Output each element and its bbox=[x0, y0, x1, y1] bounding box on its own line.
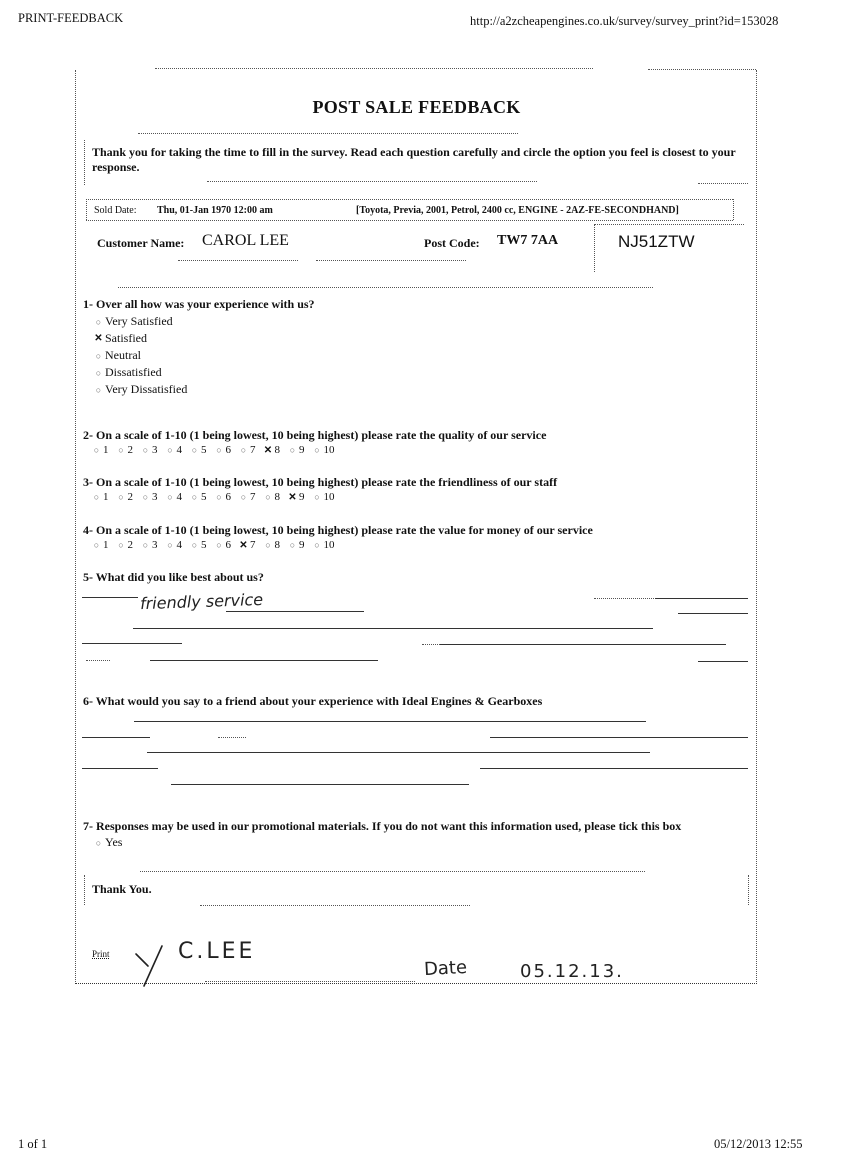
q3-option-10[interactable] bbox=[313, 491, 335, 503]
intro-box-bottom bbox=[207, 181, 537, 182]
radio-selected-icon[interactable]: ✕ bbox=[239, 539, 248, 551]
frame-top-right bbox=[648, 69, 756, 70]
scale-label: 8 bbox=[274, 444, 280, 456]
scale-label: 4 bbox=[176, 444, 182, 456]
scale-label: 10 bbox=[323, 539, 335, 551]
vehicle-details: [Toyota, Previa, 2001, Petrol, 2400 cc, ENGINE - 2AZ-FE-SECONDHAND] bbox=[356, 205, 679, 216]
q6-line bbox=[82, 768, 158, 769]
radio-icon[interactable]: ○ bbox=[314, 445, 320, 455]
radio-icon[interactable]: ○ bbox=[118, 492, 124, 502]
date-label-handwritten: Date bbox=[423, 956, 468, 981]
registration-value: NJ51ZTW bbox=[618, 232, 695, 251]
radio-icon[interactable]: ○ bbox=[93, 540, 100, 550]
q2-scale bbox=[92, 444, 343, 456]
q3-option-6[interactable] bbox=[215, 491, 232, 503]
print-underline bbox=[205, 981, 415, 982]
print-header-url: http://a2zcheapengines.co.uk/survey/survey_print?id=153028 bbox=[470, 14, 779, 28]
scale-label: 9 bbox=[299, 539, 305, 551]
scale-label: 2 bbox=[127, 539, 133, 551]
radio-icon[interactable]: ○ bbox=[289, 540, 296, 550]
scale-label: 2 bbox=[127, 491, 133, 503]
intro-text: Thank you for taking the time to fill in the survey. Read each question carefully and circle the option you feel is closest to your response. bbox=[92, 145, 736, 174]
radio-icon[interactable]: ○ bbox=[118, 540, 124, 550]
q6-line bbox=[134, 721, 646, 722]
q3-option-9[interactable] bbox=[288, 491, 305, 503]
q2-option-9[interactable] bbox=[288, 444, 305, 456]
scale-label: 10 bbox=[323, 444, 335, 456]
code-underline bbox=[316, 260, 466, 261]
q6-line bbox=[171, 784, 469, 785]
q4-option-4[interactable] bbox=[166, 539, 183, 551]
radio-icon[interactable]: ○ bbox=[95, 316, 102, 327]
q3-option-3[interactable] bbox=[141, 491, 158, 503]
q4-option-8[interactable] bbox=[264, 539, 281, 551]
radio-icon[interactable]: ○ bbox=[240, 445, 247, 455]
page-title: POST SALE FEEDBACK bbox=[312, 97, 521, 117]
radio-icon[interactable]: ○ bbox=[95, 384, 102, 395]
option-label: Dissatisfied bbox=[105, 365, 162, 379]
radio-selected-icon[interactable]: ✕ bbox=[288, 491, 297, 503]
sale-box-right bbox=[733, 199, 734, 220]
q2-option-1[interactable] bbox=[92, 444, 109, 456]
q4-scale bbox=[92, 539, 343, 551]
question-5: 5- What did you like best about us? bbox=[83, 570, 264, 584]
registration-box-top bbox=[594, 224, 744, 225]
checkbox-icon[interactable]: ○ bbox=[95, 837, 102, 848]
post-code-label: Post Code: bbox=[424, 236, 480, 250]
scale-label: 5 bbox=[201, 491, 207, 503]
q4-option-7[interactable] bbox=[239, 539, 256, 551]
customer-name-value: CAROL LEE bbox=[202, 232, 289, 249]
q6-line bbox=[480, 768, 748, 769]
scale-label: 4 bbox=[176, 491, 182, 503]
scale-label: 7 bbox=[250, 491, 256, 503]
radio-icon[interactable]: ○ bbox=[95, 367, 102, 378]
radio-icon[interactable]: ○ bbox=[240, 492, 247, 502]
radio-icon[interactable]: ○ bbox=[216, 540, 222, 550]
question-6: 6- What would you say to a friend about your experience with Ideal Engines & Gearboxes bbox=[83, 694, 543, 708]
q3-option-7[interactable] bbox=[239, 491, 256, 503]
q5-line bbox=[226, 611, 364, 612]
q2-option-8[interactable] bbox=[264, 444, 281, 456]
scale-label: 7 bbox=[250, 444, 256, 456]
radio-icon[interactable]: ○ bbox=[265, 492, 271, 502]
q4-option-5[interactable] bbox=[190, 539, 207, 551]
q5-handwritten-answer: friendly service bbox=[139, 589, 264, 614]
question-2: 2- On a scale of 1-10 (1 being lowest, 10 being highest) please rate the quality of our service bbox=[83, 428, 547, 442]
scale-label: 2 bbox=[127, 444, 133, 456]
q5-line bbox=[82, 597, 138, 598]
q6-line bbox=[218, 737, 246, 738]
thanks-box-left bbox=[84, 875, 85, 905]
radio-icon[interactable]: ○ bbox=[289, 445, 296, 455]
customer-name-label: Customer Name: bbox=[97, 236, 185, 250]
q5-line bbox=[678, 613, 748, 614]
radio-icon[interactable]: ○ bbox=[265, 540, 271, 550]
q3-option-8[interactable] bbox=[264, 491, 281, 503]
q3-option-4[interactable] bbox=[166, 491, 183, 503]
radio-icon[interactable]: ○ bbox=[93, 492, 100, 502]
option-label: Satisfied bbox=[105, 331, 147, 345]
q2-option-6[interactable] bbox=[215, 444, 232, 456]
scale-label: 4 bbox=[176, 539, 182, 551]
scale-label: 8 bbox=[274, 539, 280, 551]
thanks-box-bottom bbox=[200, 905, 470, 906]
print-name-handwritten: C.LEE bbox=[178, 939, 256, 964]
print-label: Print bbox=[92, 949, 110, 959]
print-header-title: PRINT-FEEDBACK bbox=[18, 11, 124, 25]
q2-option-4[interactable] bbox=[166, 444, 183, 456]
scale-label: 3 bbox=[152, 444, 158, 456]
sale-box-left bbox=[86, 199, 87, 220]
scale-label: 3 bbox=[152, 539, 158, 551]
q5-line bbox=[86, 660, 110, 661]
radio-icon[interactable]: ○ bbox=[314, 540, 320, 550]
frame-left bbox=[75, 70, 76, 982]
q4-option-9[interactable] bbox=[288, 539, 305, 551]
q3-option-5[interactable] bbox=[190, 491, 207, 503]
thanks-box-top bbox=[140, 871, 645, 872]
radio-icon[interactable]: ○ bbox=[142, 540, 149, 550]
scale-label: 6 bbox=[225, 444, 231, 456]
q5-line bbox=[422, 644, 440, 645]
q2-option-7[interactable] bbox=[239, 444, 256, 456]
radio-icon[interactable]: ○ bbox=[191, 492, 198, 502]
q3-scale bbox=[92, 491, 343, 503]
print-timestamp: 05/12/2013 12:55 bbox=[714, 1137, 803, 1151]
q5-line bbox=[655, 598, 748, 599]
radio-selected-icon[interactable]: ✕ bbox=[263, 444, 273, 456]
scale-label: 7 bbox=[250, 539, 256, 551]
q1-option-neutral[interactable] bbox=[94, 347, 187, 364]
scale-label: 5 bbox=[201, 444, 207, 456]
frame-bottom bbox=[75, 983, 757, 984]
q2-option-2[interactable] bbox=[117, 444, 134, 456]
q7-option-label: Yes bbox=[105, 835, 123, 849]
radio-icon[interactable]: ○ bbox=[142, 445, 149, 455]
intro-box-top bbox=[138, 133, 518, 134]
q5-line bbox=[150, 660, 378, 661]
sold-date-label: Sold Date: bbox=[94, 205, 137, 216]
name-underline bbox=[178, 260, 298, 261]
radio-icon[interactable]: ○ bbox=[191, 445, 198, 455]
q7-opt-out-checkbox[interactable] bbox=[94, 835, 122, 850]
frame-top-left bbox=[155, 68, 593, 69]
q3-option-2[interactable] bbox=[117, 491, 134, 503]
radio-icon[interactable]: ○ bbox=[167, 445, 173, 455]
date-value-handwritten: 05.12.13. bbox=[520, 961, 624, 982]
q1-option-dissatisfied[interactable] bbox=[94, 364, 187, 381]
thanks-box-right bbox=[748, 875, 749, 905]
page-count: 1 of 1 bbox=[18, 1137, 48, 1151]
intro-box-bottom-right bbox=[698, 183, 748, 184]
intro-box-left bbox=[84, 140, 85, 185]
sale-box-top bbox=[86, 199, 733, 200]
q5-line bbox=[698, 661, 748, 662]
radio-icon[interactable]: ○ bbox=[95, 350, 102, 361]
scale-label: 1 bbox=[103, 444, 109, 456]
q5-line bbox=[440, 644, 726, 645]
radio-icon[interactable]: ○ bbox=[118, 445, 124, 455]
q1-option-satisfied[interactable] bbox=[94, 330, 187, 347]
q5-line bbox=[133, 628, 653, 629]
q2-option-5[interactable] bbox=[190, 444, 207, 456]
sold-date-value: Thu, 01-Jan 1970 12:00 am bbox=[157, 205, 273, 216]
q1-option-very-satisfied[interactable] bbox=[94, 313, 187, 330]
radio-icon[interactable]: ○ bbox=[167, 492, 173, 502]
q3-option-1[interactable] bbox=[92, 491, 109, 503]
sale-box-bottom bbox=[86, 220, 733, 221]
customer-section-divider bbox=[118, 287, 653, 288]
question-4: 4- On a scale of 1-10 (1 being lowest, 10 being highest) please rate the value for money of our service bbox=[83, 523, 593, 537]
q5-line bbox=[594, 598, 654, 599]
signature-mark-icon bbox=[132, 940, 166, 988]
q4-option-1[interactable] bbox=[92, 539, 109, 551]
radio-icon[interactable]: ○ bbox=[191, 540, 198, 550]
scale-label: 3 bbox=[152, 491, 158, 503]
question-7: 7- Responses may be used in our promotional materials. If you do not want this information used, please tick this box bbox=[83, 819, 682, 833]
q4-option-6[interactable] bbox=[215, 539, 232, 551]
q2-option-3[interactable] bbox=[141, 444, 158, 456]
scale-label: 8 bbox=[274, 491, 280, 503]
q5-line bbox=[82, 643, 182, 644]
scale-label: 6 bbox=[225, 539, 231, 551]
scale-label: 1 bbox=[103, 539, 109, 551]
scale-label: 1 bbox=[103, 491, 109, 503]
q1-option-very-dissatisfied[interactable] bbox=[94, 381, 187, 398]
post-code-value: TW7 7AA bbox=[497, 233, 559, 248]
question-3: 3- On a scale of 1-10 (1 being lowest, 10 being highest) please rate the friendliness of our staff bbox=[83, 475, 558, 489]
scale-label: 5 bbox=[201, 539, 207, 551]
thank-you-text: Thank You. bbox=[92, 882, 152, 896]
q4-option-3[interactable] bbox=[141, 539, 158, 551]
radio-icon[interactable]: ○ bbox=[314, 492, 320, 502]
scale-label: 10 bbox=[323, 491, 335, 503]
frame-right bbox=[756, 70, 757, 982]
scale-label: 9 bbox=[299, 491, 305, 503]
q4-option-2[interactable] bbox=[117, 539, 134, 551]
radio-icon[interactable]: ○ bbox=[167, 540, 173, 550]
radio-icon[interactable]: ○ bbox=[216, 492, 222, 502]
q6-line bbox=[82, 737, 150, 738]
option-label: Very Satisfied bbox=[105, 314, 173, 328]
radio-icon[interactable]: ○ bbox=[93, 445, 100, 455]
radio-icon[interactable]: ○ bbox=[216, 445, 222, 455]
radio-selected-icon[interactable]: ✕ bbox=[94, 333, 103, 344]
q2-option-10[interactable] bbox=[313, 444, 335, 456]
radio-icon[interactable]: ○ bbox=[142, 492, 149, 502]
option-label: Neutral bbox=[105, 348, 141, 362]
q6-line bbox=[490, 737, 748, 738]
question-1: 1- Over all how was your experience with us? bbox=[83, 297, 315, 311]
q6-line bbox=[147, 752, 650, 753]
registration-box-left bbox=[594, 224, 595, 272]
scale-label: 9 bbox=[299, 444, 305, 456]
option-label: Very Dissatisfied bbox=[105, 382, 188, 396]
q4-option-10[interactable] bbox=[313, 539, 335, 551]
q1-options bbox=[94, 313, 187, 398]
scale-label: 6 bbox=[225, 491, 231, 503]
